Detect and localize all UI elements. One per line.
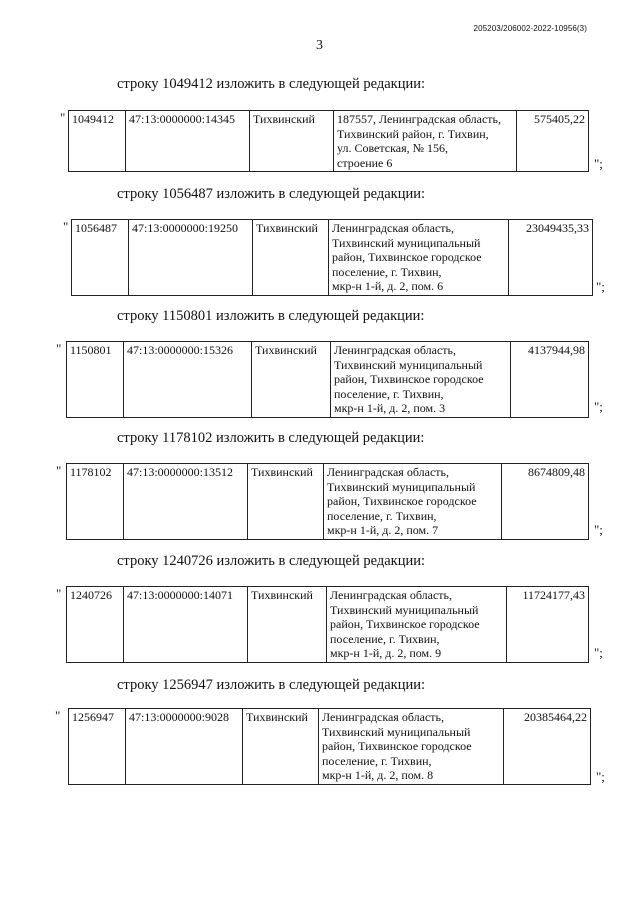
page-number: 3 (316, 38, 323, 53)
address-line: поселение, г. Тихвин, (327, 508, 437, 523)
address-line: Тихвинский муниципальный (330, 602, 479, 617)
row-id: 1056487 (72, 220, 129, 296)
address-line: Ленинградская область, (334, 343, 456, 357)
address-line: Тихвинский муниципальный (327, 479, 476, 494)
close-quote: "; (594, 399, 603, 414)
close-quote: "; (594, 156, 603, 171)
address-line: мкр-н 1-й, д. 2, пом. 9 (330, 646, 442, 660)
address-line: Ленинградская область, (322, 710, 444, 724)
cadastral-value: 575405,22 (517, 111, 589, 172)
address-line: район, Тихвинское городское (322, 739, 472, 753)
cadastral-value: 4137944,98 (511, 342, 589, 418)
district: Тихвинский (252, 342, 331, 418)
document-number: 205203/206002-2022-10956(3) (473, 24, 587, 33)
address-line: Ленинградская область, (327, 465, 449, 479)
row-id: 1049412 (69, 111, 126, 172)
cadastral-value: 20385464,22 (504, 709, 591, 785)
address (324, 464, 502, 540)
row-id: 1150801 (67, 342, 124, 418)
close-quote: "; (596, 769, 605, 784)
row-id: 1256947 (69, 709, 126, 785)
address-line: Тихвинский муниципальный (334, 357, 483, 372)
cadastral-number: 47:13:0000000:14071 (124, 587, 248, 663)
cadastral-number: 47:13:0000000:13512 (124, 464, 248, 540)
row-id: 1240726 (67, 587, 124, 663)
open-quote: " (56, 586, 62, 601)
close-quote: "; (596, 279, 605, 294)
address-line: поселение, г. Тихвин, (330, 631, 440, 646)
cadastral-number: 47:13:0000000:19250 (129, 220, 253, 296)
close-quote: "; (594, 645, 603, 660)
cadastral-number: 47:13:0000000:9028 (126, 709, 243, 785)
row-id: 1178102 (67, 464, 124, 540)
open-quote: " (60, 110, 66, 125)
address-line: район, Тихвинское городское (330, 617, 480, 631)
section-instruction: строку 1240726 изложить в следующей редакции: (117, 553, 425, 569)
close-quote: "; (594, 522, 603, 537)
cadastral-value: 23049435,33 (509, 220, 593, 296)
address-line: район, Тихвинское городское (332, 250, 482, 264)
register-row (66, 586, 589, 663)
cadastral-value: 8674809,48 (502, 464, 589, 540)
address-line: Тихвинский муниципальный (332, 235, 481, 250)
section-instruction: строку 1056487 изложить в следующей редакции: (117, 186, 425, 202)
address-line: мкр-н 1-й, д. 2, пом. 8 (322, 768, 434, 782)
register-row (71, 219, 593, 296)
open-quote: " (63, 219, 69, 234)
address-line: ул. Советская, № 156, (337, 141, 449, 155)
address-line: Тихвинский район, г. Тихвин, (337, 126, 489, 141)
cadastral-value: 11724177,43 (507, 587, 589, 663)
address-line: поселение, г. Тихвин, (334, 386, 444, 401)
address (331, 342, 511, 418)
district: Тихвинский (253, 220, 329, 296)
register-row (66, 463, 589, 540)
register-row (68, 110, 589, 172)
address-line: мкр-н 1-й, д. 2, пом. 3 (334, 401, 446, 415)
register-row (68, 708, 591, 785)
section-instruction: строку 1178102 изложить в следующей редакции: (117, 430, 425, 446)
open-quote: " (56, 463, 62, 478)
section-instruction: строку 1150801 изложить в следующей редакции: (117, 308, 425, 324)
address-line: 187557, Ленинградская область, (337, 112, 501, 126)
open-quote: " (55, 708, 61, 723)
address-line: поселение, г. Тихвин, (322, 753, 432, 768)
address-line: район, Тихвинское городское (327, 494, 477, 508)
address-line: мкр-н 1-й, д. 2, пом. 6 (332, 279, 444, 293)
address (329, 220, 509, 296)
register-row (66, 341, 589, 418)
cadastral-number: 47:13:0000000:14345 (126, 111, 250, 172)
address (334, 111, 517, 172)
address-line: поселение, г. Тихвин, (332, 264, 442, 279)
cadastral-number: 47:13:0000000:15326 (124, 342, 252, 418)
open-quote: " (56, 341, 62, 356)
section-instruction: строку 1049412 изложить в следующей редакции: (117, 76, 425, 92)
address-line: мкр-н 1-й, д. 2, пом. 7 (327, 523, 439, 537)
address-line: район, Тихвинское городское (334, 372, 484, 386)
district: Тихвинский (250, 111, 334, 172)
address (327, 587, 507, 663)
section-instruction: строку 1256947 изложить в следующей редакции: (117, 677, 425, 693)
district: Тихвинский (248, 464, 324, 540)
district: Тихвинский (243, 709, 319, 785)
address-line: строение 6 (337, 155, 393, 170)
address (319, 709, 504, 785)
district: Тихвинский (248, 587, 327, 663)
address-line: Тихвинский муниципальный (322, 724, 471, 739)
address-line: Ленинградская область, (330, 588, 452, 602)
address-line: Ленинградская область, (332, 221, 454, 235)
